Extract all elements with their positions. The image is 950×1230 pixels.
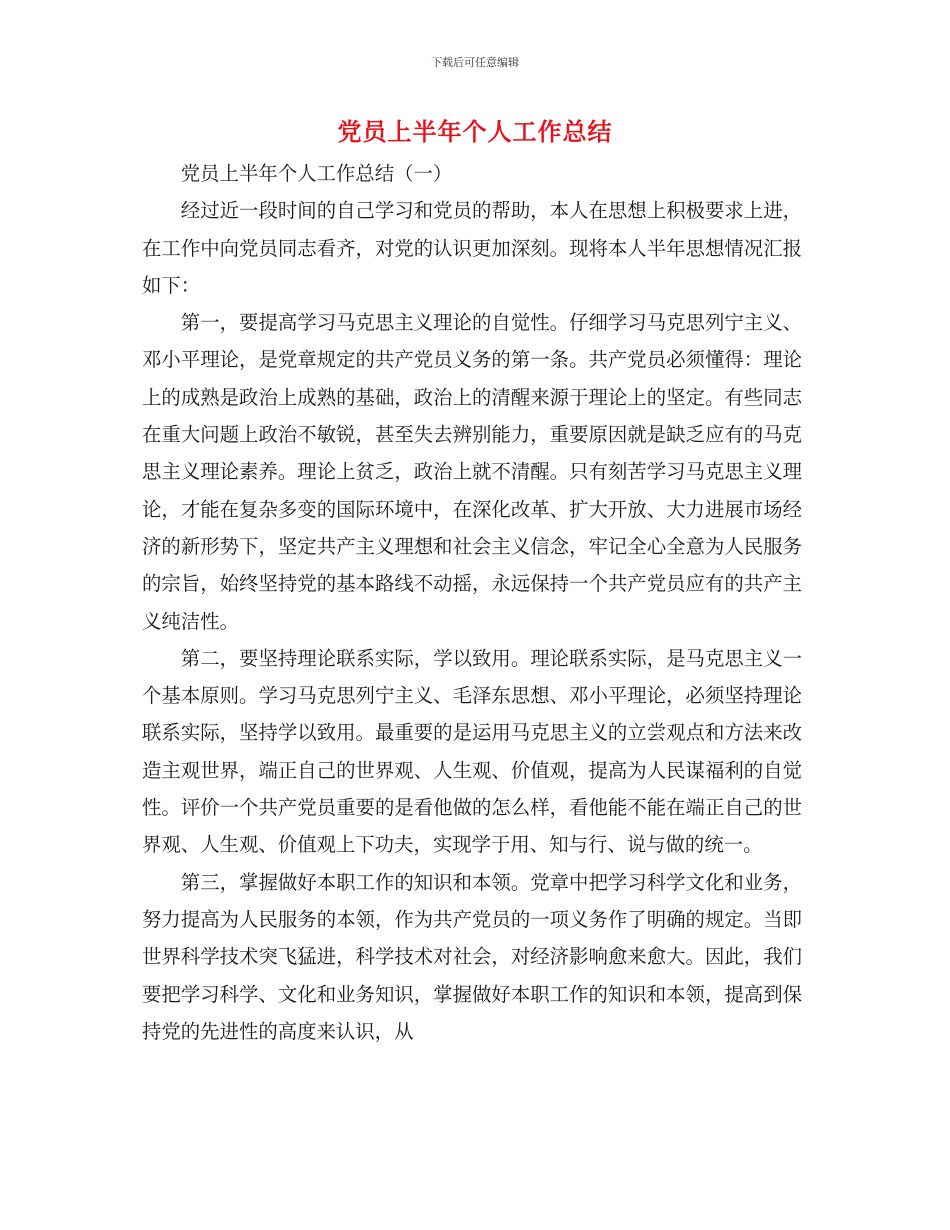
document-title: 党员上半年个人工作总结 [337,117,613,146]
paragraph-intro: 经过近一段时间的自己学习和党员的帮助，本人在思想上积极要求上进，在工作中向党员同志看齐，对党的认识更加深刻。现将本人半年思想情况汇报如下： [142,199,802,297]
paragraph-point-one: 第一，要提高学习马克思主义理论的自觉性。仔细学习马克思列宁主义、邓小平理论，是党章规定的共产党员义务的第一条。共产党员必须懂得：理论上的成熟是政治上成熟的基础，政治上的清醒来源于理论上的坚定。有些同志在重大问题上政治不敏锐，甚至失去辨别能力，重要原因就是缺乏应有的马克思主义理论素养。理论上贫乏，政治上就不清醒。只有刻苦学习马克思主义理论，才能在复杂多变的国际环境中，在深化改革、扩大开放、大力进展市场经济的新形势下，坚定共产主义理想和社会主义信念，牢记全心全意为人民服务的宗旨，始终坚持党的基本路线不动摇，永远保持一个共产党员应有的共产主义纯洁性。 [142,311,802,633]
paragraph-point-three: 第三，掌握做好本职工作的知识和本领。党章中把学习科学文化和业务，努力提高为人民服务的本领，作为共产党员的一项义务作了明确的规定。当即世界科学技术突飞猛进，科学技术对社会，对经济影响愈来愈大。因此，我们要把学习科学、文化和业务知识，掌握做好本职工作的知识和本领，提高到保持党的先进性的高度来认识，从 [142,870,802,1043]
paragraph-point-two: 第二，要坚持理论联系实际，学以致用。理论联系实际，是马克思主义一个基本原则。学习马克思列宁主义、毛泽东思想、邓小平理论，必须坚持理论联系实际，坚持学以致用。最重要的是运用马克思主义的立尝观点和方法来改造主观世界，端正自己的世界观、人生观、价值观，提高为人民谋福利的自觉性。评价一个共产党员重要的是看他做的怎么样，看他能不能在端正自己的世界观、人生观、价值观上下功夫，实现学于用、知与行、说与做的统一。 [142,646,802,857]
document-body [142,155,802,1050]
paragraph-subtitle: 党员上半年个人工作总结（一） [180,162,453,185]
header-note: 下载后可任意编辑 [431,56,519,69]
